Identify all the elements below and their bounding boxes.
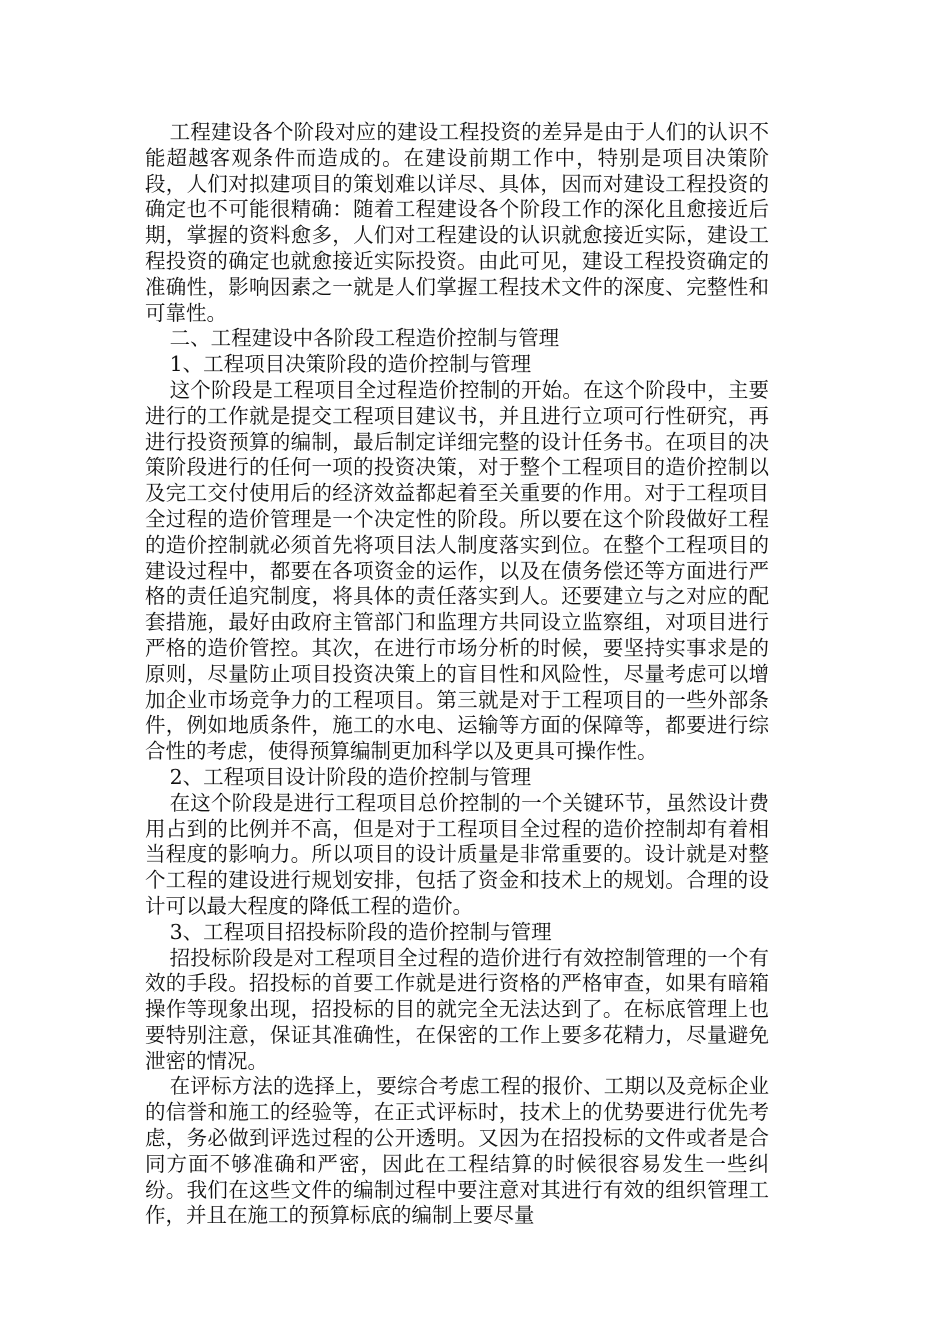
paragraph-decision-stage: 这个阶段是工程项目全过程造价控制的开始。在这个阶段中，主要进行的工作就是提交工程项目建议书，并且进行立项可行性研究，再进行投资预算的编制，最后制定详细完整的设计任务书。在项目的决策阶段进行的任何一项的投资决策，对于整个工程项目的造价控制以及完工交付使用后的经济效益都起着至关重要的作用。对于工程项目全过程的造价管理是一个决定性的阶段。所以要在这个阶段做好工程的造价控制就必须首先将项目法人制度落实到位。在整个工程项目的建设过程中，都要在各项资金的运作，以及在债务偿还等方面进行严格的责任追究制度，将具体的责任落实到人。还要建立与之对应的配套措施，最好由政府主管部门和监理方共同设立监察组，对项目进行严格的造价管控。其次，在进行市场分析的时候，要坚持实事求是的原则，尽量防止项目投资决策上的盲目性和风险性，尽量考虑可以增加企业市场竞争力的工程项目。第三就是对于工程项目的一些外部条件，例如地质条件，施工的水电、运输等方面的保障等，都要进行综合性的考虑，使得预算编制更加科学以及更具可操作性。 [145, 377, 769, 764]
subsection-heading-3: 3、工程项目招投标阶段的造价控制与管理 [169, 919, 552, 944]
subsection-heading-2: 2、工程项目设计阶段的造价控制与管理 [169, 764, 532, 789]
subsection-heading-1: 1、工程项目决策阶段的造价控制与管理 [169, 352, 532, 377]
paragraph-bidding-stage: 招投标阶段是对工程项目全过程的造价进行有效控制管理的一个有效的手段。招投标的首要工作就是进行资格的严格审查，如果有暗箱操作等现象出现，招投标的目的就完全无法达到了。在标底管理上也要特别注意，保证其准确性，在保密的工作上要多花精力，尽量避免泄密的情况。 [145, 945, 769, 1073]
document-page [145, 120, 769, 1229]
section-heading-2: 二、工程建设中各阶段工程造价控制与管理 [169, 326, 560, 351]
paragraph-1: 工程建设各个阶段对应的建设工程投资的差异是由于人们的认识不能超越客观条件而造成的。在建设前期工作中，特别是项目决策阶段，人们对拟建项目的策划难以详尽、具体，因而对建设工程投资的确定也不可能很精确：随着工程建设各个阶段工作的深化且愈接近后期，掌握的资料愈多，人们对工程建设的认识就愈接近实际，建设工程投资的确定也就愈接近实际投资。由此可见，建设工程投资确定的准确性，影响因素之一就是人们掌握工程技术文件的深度、完整性和可靠性。 [145, 120, 769, 325]
paragraph-evaluation-method: 在评标方法的选择上，要综合考虑工程的报价、工期以及竞标企业的信誉和施工的经验等，在正式评标时，技术上的优势要进行优先考虑，务必做到评选过程的公开透明。又因为在招投标的文件或者是合同方面不够准确和严密，因此在工程结算的时候很容易发生一些纠纷。我们在这些文件的编制过程中要注意对其进行有效的组织管理工作，并且在施工的预算标底的编制上要尽量 [145, 1074, 769, 1228]
paragraph-design-stage: 在这个阶段是进行工程项目总价控制的一个关键环节，虽然设计费用占到的比例并不高，但是对于工程项目全过程的造价控制却有着相当程度的影响力。所以项目的设计质量是非常重要的。设计就是对整个工程的建设进行规划安排，包括了资金和技术上的规划。合理的设计可以最大程度的降低工程的造价。 [145, 790, 769, 918]
